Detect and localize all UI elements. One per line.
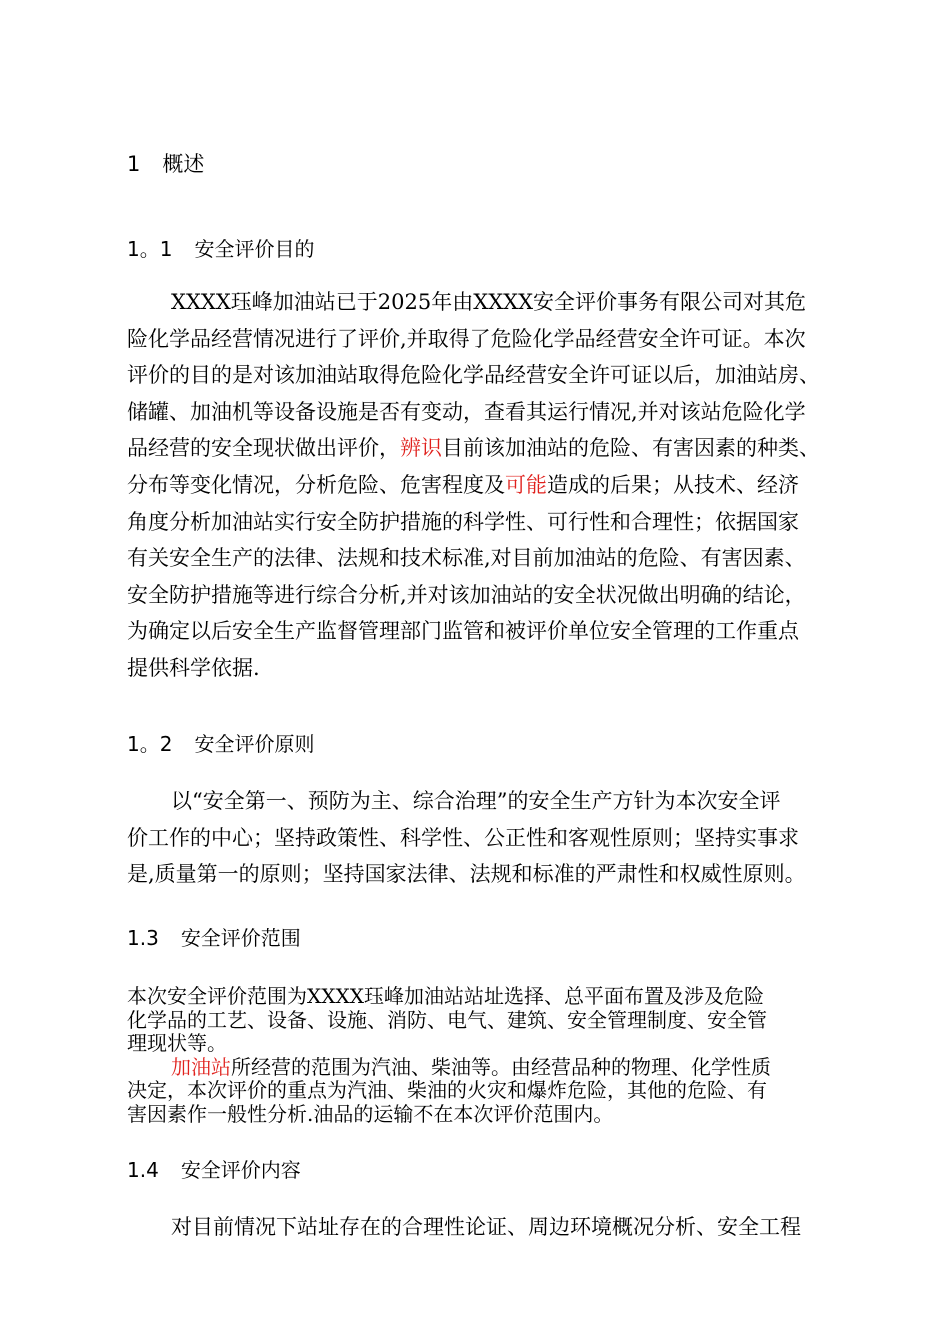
- paragraph-scope: [127, 985, 862, 1126]
- subsection-title: 安全评价目的: [194, 237, 315, 261]
- text-line: [127, 1056, 862, 1080]
- text-line: 提供科学依据.: [127, 655, 260, 680]
- text-line: [127, 430, 862, 467]
- text-line: 险化学品经营情况进行了评价,并取得了危险化学品经营安全许可证。本次: [127, 326, 806, 351]
- paragraph-principle: [127, 783, 862, 893]
- text-segment: 目前该加油站的危险、有害因素的种类、: [442, 436, 820, 461]
- section-heading-1: [127, 148, 204, 178]
- paragraph-content: [127, 1209, 862, 1246]
- text-line: 评价的目的是对该加油站取得危险化学品经营安全许可证以后，加油站房、: [127, 363, 820, 388]
- text-line: [127, 467, 862, 504]
- text-line: 是,质量第一的原则；坚持国家法律、法规和标准的严肃性和权威性原则。: [127, 862, 806, 887]
- highlighted-text: 可能: [505, 472, 547, 497]
- text-line: XXXX珏峰加油站已于2025年由XXXX安全评价事务有限公司对其危: [171, 290, 807, 314]
- subsection-number: 1.4: [127, 1158, 159, 1182]
- text-line: 储罐、加油机等设备设施是否有变动，查看其运行情况,并对该站危险化学: [127, 399, 806, 424]
- subsection-heading-1-1: [127, 233, 314, 262]
- text-segment: 品经营的安全现状做出评价，: [127, 436, 400, 461]
- subsection-title: 安全评价原则: [194, 732, 315, 756]
- section-title: 概述: [162, 152, 205, 176]
- text-line: 对目前情况下站址存在的合理性论证、周边环境概况分析、安全工程: [171, 1215, 801, 1239]
- text-line: 决定，本次评价的重点为汽油、柴油的火灾和爆炸危险，其他的危险、有: [127, 1078, 767, 1102]
- text-line: 为确定以后安全生产监督管理部门监管和被评价单位安全管理的工作重点: [127, 619, 799, 644]
- text-line: 以“安全第一、预防为主、综合治理”的安全生产方针为本次安全评: [171, 789, 781, 813]
- text-line: 价工作的中心；坚持政策性、科学性、公正性和客观性原则；坚持实事求: [127, 825, 799, 850]
- subsection-title: 安全评价范围: [180, 926, 301, 950]
- subsection-number: 1.3: [127, 926, 159, 950]
- text-segment: 分布等变化情况，分析危险、危害程度及: [127, 472, 505, 497]
- text-line: 角度分析加油站实行安全防护措施的科学性、可行性和合理性；依据国家: [127, 509, 799, 534]
- highlighted-text: 加油站: [171, 1054, 231, 1079]
- subsection-number: 1。2: [127, 732, 173, 756]
- text-line: 有关安全生产的法律、法规和技术标准,对目前加油站的危险、有害因素、: [127, 546, 806, 571]
- subsection-title: 安全评价内容: [180, 1158, 301, 1182]
- text-line: 化学品的工艺、设备、设施、消防、电气、建筑、安全管理制度、安全管: [127, 1007, 767, 1032]
- text-line: 理现状等。: [127, 1031, 227, 1055]
- text-line: 安全防护措施等进行综合分析,并对该加油站的安全状况做出明确的结论，: [127, 582, 806, 607]
- subsection-heading-1-2: [127, 728, 314, 757]
- paragraph-purpose: [127, 284, 862, 687]
- highlighted-text: 辨识: [400, 436, 442, 461]
- text-line: 本次安全评价范围为XXXX珏峰加油站站址选择、总平面布置及涉及危险: [127, 984, 764, 1008]
- section-number: 1: [127, 152, 141, 176]
- subsection-heading-1-3: [127, 922, 301, 951]
- text-segment: 造成的后果；从技术、经济: [547, 472, 799, 497]
- text-line: 害因素作一般性分析.油品的运输不在本次评价范围内。: [127, 1101, 614, 1126]
- text-segment: 所经营的范围为汽油、柴油等。由经营品种的物理、化学性质: [231, 1054, 771, 1079]
- subsection-number: 1。1: [127, 237, 173, 261]
- subsection-heading-1-4: [127, 1154, 301, 1183]
